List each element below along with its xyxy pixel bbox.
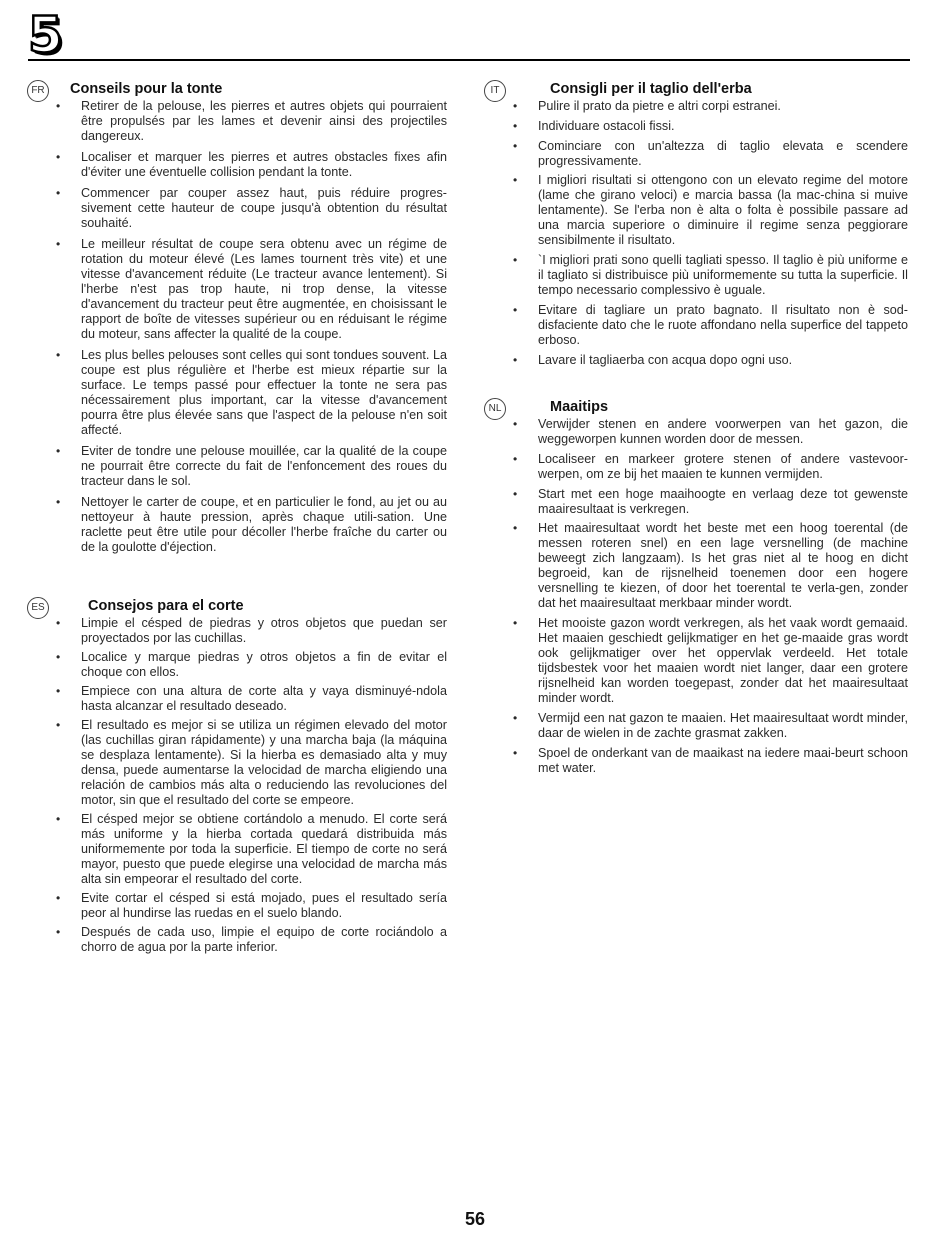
header-rule (28, 59, 910, 61)
section-nl (488, 399, 908, 781)
list-item: • Le meilleur résultat de coupe sera obtenu avec un régime de rotation du moteur élevé (Les lames tournent très vite) et une vitesse d'avancement réduite (Le tracteur avance lentement). Si l'herbe n'est pas trop haute, ni trop dense, la vitesse d'avancement du tracteur peut être augmentée, en choisissant le rapport de boîte de vitesses supérieur ou en réduisant le régime du moteur, sans affecter la qualité de la coupe. (55, 237, 447, 342)
tips-list-es (55, 616, 447, 955)
list-item: • Spoel de onderkant van de maaikast na iedere maai-beurt schoon met water. (512, 746, 908, 776)
section-title-it: Consigli per il taglio dell'erba (550, 81, 752, 97)
list-item: • Evite cortar el césped si está mojado, pues el resultado sería peor al hundirse las ruedas en el suelo blando. (55, 891, 447, 921)
language-badge-es: ES (27, 597, 49, 619)
list-item: • `I migliori prati sono quelli tagliati spesso. Il taglio è più uniforme e il tagliato si distribuisce più uniformemente su tutta la superficie. Il tempo necessario complessivo è uguale. (512, 253, 908, 298)
language-badge-it: IT (484, 80, 506, 102)
list-item: • Vermijd een nat gazon te maaien. Het maairesultaat wordt minder, daar de wielen in de zachte grasmat zakken. (512, 711, 908, 741)
section-it (490, 81, 908, 373)
list-item: • Retirer de la pelouse, les pierres et autres objets qui pourraient être propulsés par les lames et devenir ainsi des projectiles dangereux. (55, 99, 447, 144)
list-item: • Les plus belles pelouses sont celles qui sont tondues souvent. La coupe est plus régulière et l'herbe est mieux répartie sur la surface. Le temps passé pour effectuer la tonte ne sera pas nécessairement plus important, car la vitesse d'avancement pourra être plus élevée sans que l'aspect de la pelouse n'en soit affecté. (55, 348, 447, 438)
section-title-nl: Maaitips (550, 399, 609, 415)
list-item: • Localiser et marquer les pierres et autres obstacles fixes afin d'éviter une éventuelle collision pendant la tonte. (55, 150, 447, 180)
list-item: • Nettoyer le carter de coupe, et en particulier le fond, au jet ou au nettoyeur à haute pression, après chaque utili-sation. Une raclette peut être utile pour décoller l'herbe fraîche du carter ou de la goulotte d'éjection. (55, 495, 447, 555)
list-item: • Evitare di tagliare un prato bagnato. Il risultato non è sod-disfaciente dato che le ruote affondano nella superfice del tappeto erboso. (512, 303, 908, 348)
list-item: • Localice y marque piedras y otros objetos a fin de evitar el choque con ellos. (55, 650, 447, 680)
tips-list-nl (512, 417, 908, 776)
list-item: • Eviter de tondre une pelouse mouillée, car la qualité de la coupe ne pourrait être correcte du fait de l'enfoncement des roues du tracteur dans le sol. (55, 444, 447, 489)
list-item: • Pulire il prato da pietre e altri corpi estranei. (512, 99, 908, 114)
section-fr (31, 81, 447, 561)
list-item: • Start met een hoge maaihoogte en verlaag deze tot gewenste maairesultaat is verkregen. (512, 487, 908, 517)
list-item: • Limpie el césped de piedras y otros objetos que puedan ser proyectados por las cuchillas. (55, 616, 447, 646)
list-item: • Het mooiste gazon wordt verkregen, als het vaak wordt gemaaid. Het maaien geschiedt gelijkmatiger en het ge-maaide gras wordt ook gelijkmatiger over het oppervlak verdeeld. Het totale tijdsbestek voor het maaien wordt niet langer, daar een grotere rijsnelheid kan worden toegepast, zonder dat het maairesultaat minder wordt. (512, 616, 908, 706)
section-header (31, 81, 447, 97)
chapter-number: 5 (28, 6, 63, 64)
section-title-fr: Conseils pour la tonte (70, 81, 223, 97)
language-badge-nl: NL (484, 398, 506, 420)
section-title-es: Consejos para el corte (88, 598, 244, 614)
language-badge-fr: FR (27, 80, 49, 102)
section-es (31, 598, 447, 959)
list-item: • El césped mejor se obtiene cortándolo a menudo. El corte será más uniforme y la hierba cortada quedará distribuida más uniformemente por toda la superficie. El tiempo de corte no será mayor, puesto que puede elegirse una velocidad de marcha más alta sin empeorar el resultado del corte. (55, 812, 447, 887)
list-item: • Después de cada uso, limpie el equipo de corte rociándolo a chorro de agua por la parte inferior. (55, 925, 447, 955)
list-item: • Verwijder stenen en andere voorwerpen van het gazon, die weggeworpen kunnen worden door de messen. (512, 417, 908, 447)
section-header (490, 81, 908, 97)
list-item: • Commencer par couper assez haut, puis réduire progres-sivement cette hauteur de coupe jusqu'à obtention du résultat souhaité. (55, 186, 447, 231)
section-header (488, 399, 908, 415)
tips-list-fr (55, 99, 447, 555)
list-item: • Localiseer en markeer grotere stenen of andere vastevoor-werpen, om ze bij het maaien te kunnen vermijden. (512, 452, 908, 482)
list-item: • El resultado es mejor si se utiliza un régimen elevado del motor (las cuchillas giran rápidamente) y una marcha baja (la máquina se desplaza lentamente). Si la hierba es demasiado alta y muy densa, puede aumentarse la velocidad de marcha eligiendo una relación de cambios más alta o reduciendo las revoluciones del motor, sin que el resultado del corte se empeore. (55, 718, 447, 808)
section-header (31, 598, 447, 614)
list-item: • Cominciare con un'altezza di taglio elevata e scendere progressivamente. (512, 139, 908, 169)
tips-list-it (512, 99, 908, 368)
list-item: • Lavare il tagliaerba con acqua dopo ogni uso. (512, 353, 908, 368)
list-item: • Het maairesultaat wordt het beste met een hoog toerental (de messen roteren snel) en een lage versnelling (de machine beweegt zich langzaam). Is het gras niet al te hoog en dicht begroeid, kan de rijsnelheid toenemen door een hogere versnelling te kiezen, of door het toerental te verla-gen, zonder dat het maairesultaat merkbaar minder wordt. (512, 521, 908, 611)
list-item: • Empiece con una altura de corte alta y vaya disminuyé-ndola hasta alcanzar el resultado deseado. (55, 684, 447, 714)
page-number: 56 (464, 1209, 486, 1229)
list-item: • I migliori risultati si ottengono con un elevato regime del motore (lame che girano veloci) e marcia bassa (la mac-china si muive lentamente). Se l'erba non è alta o folta è possibile passare ad una marcia superiore o diminuire il regime senza peggiorare sensibilmente il risultato. (512, 173, 908, 248)
list-item: • Individuare ostacoli fissi. (512, 119, 908, 134)
